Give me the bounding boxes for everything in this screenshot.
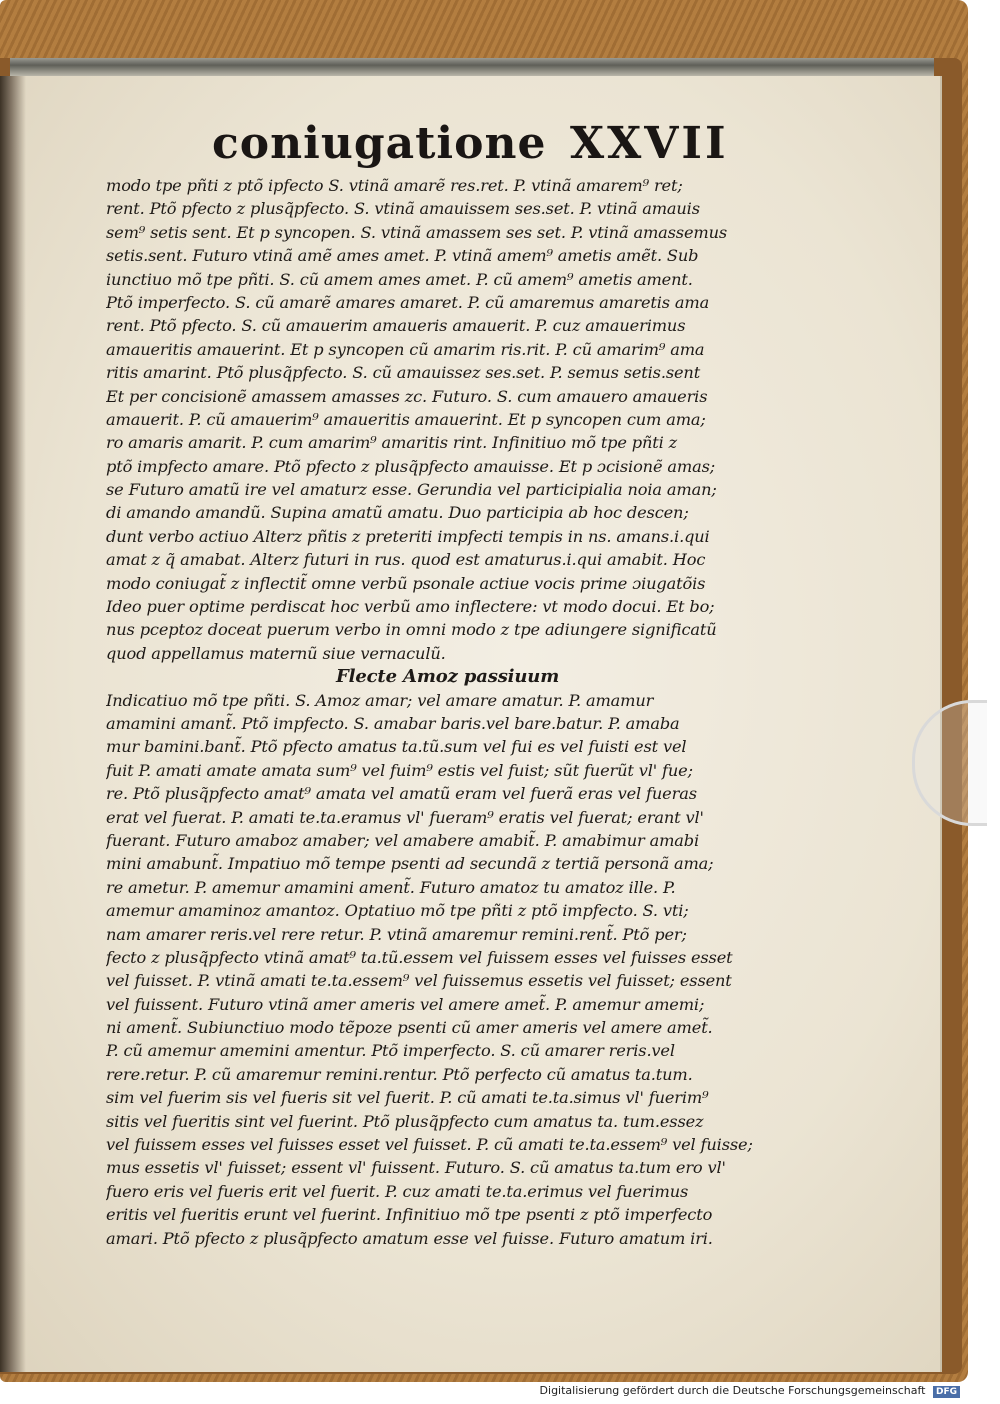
text-line: amat z q̃ amabat. Alterz futuri in rus. quod est amaturus.i.qui amabit. Hoc <box>106 550 706 570</box>
text-line: fuerant. Futuro amaboz amaber; vel amabere amabit̃. P. amabimur amabi <box>106 830 700 850</box>
text-line: Ptõ imperfecto. S. cũ amarẽ amares amaret. P. cũ amaremus amaretis ama <box>106 292 710 312</box>
text-line: vel fuissent. Futuro vtinã amer ameris vel amere amet̃. P. amemur amemi; <box>106 994 705 1014</box>
text-line: sim vel fuerim sis vel fueris sit vel fuerit. P. cũ amati te.ta.simus vl' fuerim⁹ <box>106 1088 709 1108</box>
text-line: se Futuro amatũ ire vel amaturz esse. Gerundia vel participialia noia aman; <box>106 480 717 500</box>
text-line: re ametur. P. amemur amamini ament̃. Futuro amatoz tu amatoz ille. P. <box>106 877 676 897</box>
text-line: rent. Ptõ pfecto z plusq̃pfecto. S. vtinã amauissem ses.set. P. vtinã amauis <box>106 199 700 219</box>
page-gutter <box>0 76 26 1372</box>
text-line: erat vel fuerat. P. amati te.ta.eramus vl' fueram⁹ eratis vel fuerat; erant vl' <box>106 807 704 827</box>
text-line: fuit P. amati amate amata sum⁹ vel fuim⁹ estis vel fuist; sũt fuerũt vl' fue; <box>106 760 693 780</box>
main-text <box>106 174 786 1250</box>
dfg-logo: DFG <box>933 1386 960 1398</box>
text-line: amamini amant̃. Ptõ impfecto. S. amabar baris.vel bare.batur. P. amaba <box>106 713 680 733</box>
text-line: nus pceptoz doceat puerum verbo in omni modo z tpe adiungere significatũ <box>106 620 717 640</box>
text-line: rere.retur. P. cũ amaremur remini.rentur. Ptõ perfecto cũ amatus ta.tum. <box>106 1064 693 1084</box>
text-line: sitis vel fueritis sint vel fuerint. Ptõ plusq̃pfecto cum amatus ta. tum.essez <box>106 1111 704 1131</box>
text-line: fuero eris vel fueris erit vel fuerit. P. cuz amati te.ta.erimus vel fuerimus <box>106 1181 689 1201</box>
text-line: mus essetis vl' fuisset; essent vl' fuissent. Futuro. S. cũ amatus ta.tum ero vl' <box>106 1158 726 1178</box>
text-line: amaueritis amauerint. Et p syncopen cũ amarim ris.rit. P. cũ amarim⁹ ama <box>106 339 705 359</box>
text-line: fecto z plusq̃pfecto vtinã amat⁹ ta.tũ.essem vel fuissem esses vel fuisses esset <box>106 947 733 967</box>
text-line: sem⁹ setis sent. Et p syncopen. S. vtinã amassem ses set. P. vtinã amassemus <box>106 222 728 242</box>
text-line: mur bamini.bant̃. Ptõ pfecto amatus ta.tũ.sum vel fui es vel fuisti est vel <box>106 737 687 757</box>
text-line: amauerit. P. cũ amauerim⁹ amaueritis amauerint. Et p syncopen cum ama; <box>106 409 706 429</box>
text-line: P. cũ amemur amemini amentur. Ptõ imperfecto. S. cũ amarer reris.vel <box>106 1041 675 1061</box>
text-line: ptõ impfecto amare. Ptõ pfecto z plusq̃pfecto amauisse. Et p ɔcisionẽ amas; <box>106 456 716 476</box>
running-title: coniugatione <box>212 118 547 169</box>
text-line: ni ament̃. Subiunctiuo modo tẽpoze psenti cũ amer ameris vel amere amet̃. <box>106 1018 713 1038</box>
text-line: amari. Ptõ pfecto z plusq̃pfecto amatum esse vel fuisse. Futuro amatum iri. <box>106 1228 713 1248</box>
page-stack-edge <box>10 58 934 76</box>
text-line: setis.sent. Futuro vtinã amẽ ames amet. P. vtinã amem⁹ ametis amẽt. Sub <box>106 246 699 266</box>
text-line: amemur amaminoz amantoz. Optatiuo mõ tpe pñti z ptõ impfecto. S. vti; <box>106 901 689 921</box>
text-line: rent. Ptõ pfecto. S. cũ amauerim amaueris amauerit. P. cuz amauerimus <box>106 316 686 336</box>
text-line: ro amaris amarit. P. cum amarim⁹ amaritis rint. Infinitiuo mõ tpe pñti z <box>106 433 678 453</box>
text-line: vel fuisset. P. vtinã amati te.ta.essem⁹ vel fuissemus essetis vel fuisset; essent <box>106 971 732 991</box>
text-line: Indicatiuo mõ tpe pñti. S. Amoz amar; vel amare amatur. P. amamur <box>106 690 654 710</box>
text-line: modo coniugat̃ z inflectit̃ omne verbũ psonale actiue vocis prime ɔiugatõis <box>106 573 706 593</box>
text-line: ritis amarint. Ptõ plusq̃pfecto. S. cũ amauissez ses.set. P. semus setis.sent <box>106 363 701 383</box>
text-line: vel fuissem esses vel fuisses esset vel fuisset. P. cũ amati te.ta.essem⁹ vel fuisse; <box>106 1135 753 1155</box>
paragraph-active-voice <box>106 174 786 665</box>
text-line: nam amarer reris.vel rere retur. P. vtinã amaremur remini.rent̃. Ptõ per; <box>106 924 687 944</box>
digitization-footer <box>540 1384 960 1398</box>
text-line: di amando amandũ. Supina amatũ amatu. Duo participia ab hoc descen; <box>106 503 689 523</box>
text-line: modo tpe pñti z ptõ ipfecto S. vtinã amarẽ res.ret. P. vtinã amarem⁹ ret; <box>106 176 683 195</box>
text-line: dunt verbo actiuo Alterz pñtis z preteriti impfecti tempis in ns. amans.i.qui <box>106 526 710 546</box>
footer-credit: Digitalisierung gefördert durch die Deutsche Forschungsgemeinschaft <box>539 1384 926 1397</box>
text-line: re. Ptõ plusq̃pfecto amat⁹ amata vel amatũ eram vel fuerã eras vel fueras <box>106 784 697 804</box>
text-line: iunctiuo mõ tpe pñti. S. cũ amem ames amet. P. cũ amem⁹ ametis ament. <box>106 269 693 289</box>
text-line: eritis vel fueritis erunt vel fuerint. Infinitiuo mõ tpe psenti z ptõ imperfecto <box>106 1205 713 1225</box>
folio-number: XXVII <box>570 118 729 169</box>
text-line: mini amabunt̃. Impatiuo mõ tempe psenti ad secundã z tertiã personã ama; <box>106 854 714 874</box>
text-line: Ideo puer optime perdiscat hoc verbũ amo inflectere: vt modo docui. Et bo; <box>106 597 715 617</box>
text-line: quod appellamus maternũ siue vernaculũ. <box>106 643 446 663</box>
paragraph-passive-voice <box>106 689 786 1250</box>
text-line: Et per concisionẽ amassem amasses zc. Futuro. S. cum amauero amaueris <box>106 386 708 406</box>
section-heading: Flecte Amoz passiuum <box>336 666 560 688</box>
